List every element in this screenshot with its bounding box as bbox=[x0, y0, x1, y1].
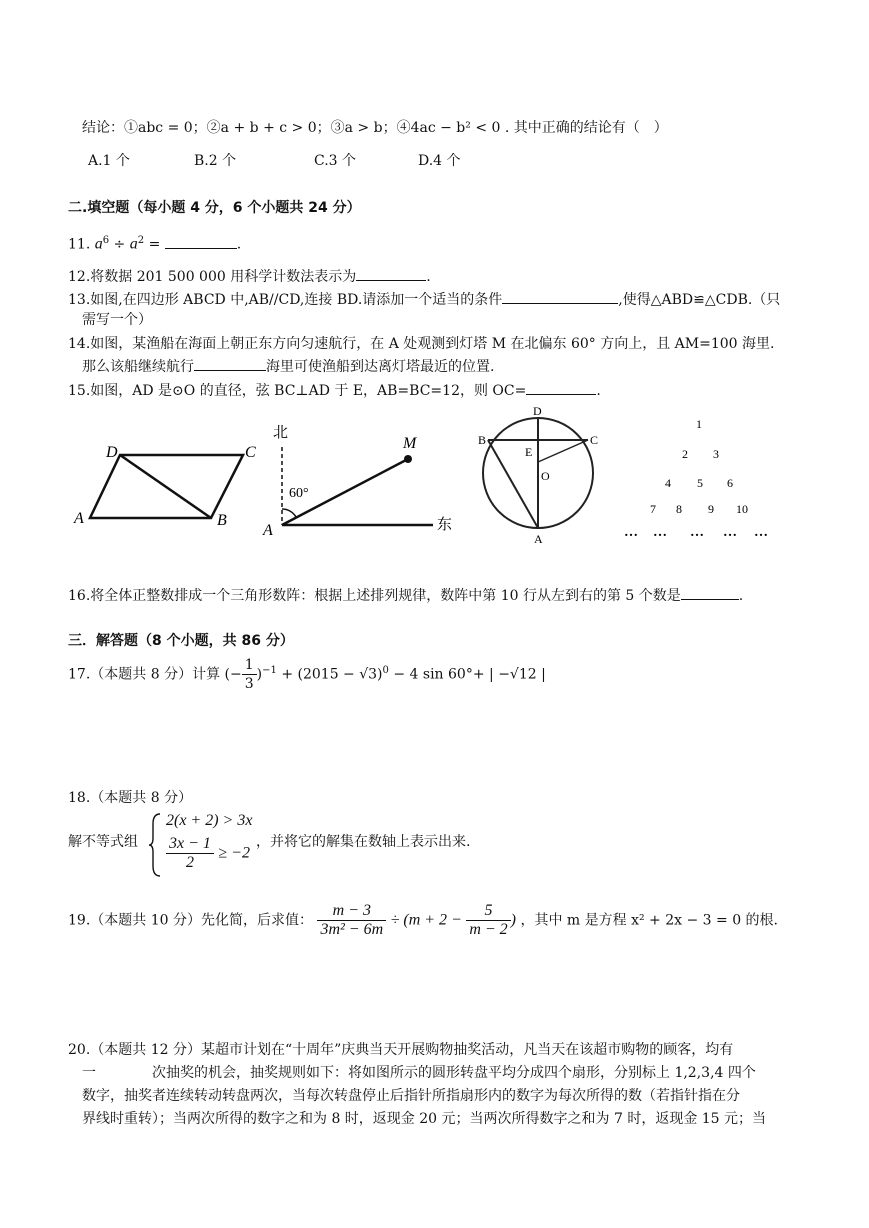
q18-after: ，并将它的解集在数轴上表示出来. bbox=[256, 834, 471, 850]
q14: 14.如图，某渔船在海面上朝正东方向匀速航行，在 A 处观测到灯塔 M 在北偏东 60° 方向上，且 AM=100 海里. bbox=[68, 336, 775, 352]
q14-cont: 那么该船继续航行 海里可使渔船到达离灯塔最近的位置. bbox=[82, 356, 494, 377]
q20-line1: 20.（本题共 12 分）某超市计划在“十周年”庆典当天开展购物抽奖活动，凡当天在该超市购物的顾客，均有 bbox=[68, 1042, 734, 1058]
label-b: B bbox=[217, 512, 227, 529]
label-b: B bbox=[478, 433, 487, 447]
q10-conclusion: 结论：①abc = 0；②a + b + c > 0；③a > b；④4ac − b² < 0 . 其中正确的结论有（ ） bbox=[82, 120, 668, 136]
q10-option-b: B.2 个 bbox=[194, 153, 237, 169]
label-c: C bbox=[245, 444, 256, 461]
label-north: 北 bbox=[273, 425, 289, 441]
q20-line2: 一 次抽奖的机会，抽奖规则如下：将如图所示的圆形转盘平均分成四个扇形，分别标上 1,2,3,4 四个 bbox=[82, 1065, 756, 1081]
label-c: C bbox=[590, 433, 599, 447]
q19-fraction-1: $\frac{m - 3}{\text{3m² − 6m}}$ bbox=[317, 902, 386, 939]
tri-cell: 1 bbox=[696, 417, 702, 431]
tri-dots: … bbox=[653, 525, 667, 540]
q16: 16.将全体正整数排成一个三角形数阵：根据上述排列规律，数阵中第 10 行从左到右的第 5 个数是 . bbox=[68, 585, 743, 606]
q18-fraction: $\frac{3x - 1}{2}$ bbox=[166, 835, 214, 872]
section3-title: 三．解答题（8 个小题，共 86 分） bbox=[68, 633, 294, 649]
q15-blank bbox=[526, 380, 596, 395]
q12: 12.将数据 201 500 000 用科学计数法表示为 . bbox=[68, 266, 431, 287]
q17-fraction: $\frac{1}{3}$ bbox=[242, 656, 257, 693]
q19: 19.（本题共 10 分）先化简，后求值： $\frac{m - 3}{\text{3m² − 6m}}$ ÷ (m + 2 − $\frac{5}{m - 2}$ ) ，其中 m 是方程 x² + 2x − 3 = 0 的根. bbox=[68, 902, 778, 938]
tri-cell: 9 bbox=[708, 502, 714, 516]
tri-cell: 2 bbox=[682, 447, 688, 461]
tri-cell: 7 bbox=[650, 502, 656, 516]
q18-ineq2: $\frac{3x - 1}{2}$ ≥ −2 bbox=[166, 835, 250, 872]
tri-cell: 6 bbox=[727, 476, 733, 490]
label-d: D bbox=[106, 444, 118, 461]
q13: 13.如图,在四边形 ABCD 中,AB//CD,连接 BD.请添加一个适当的条件 ,使得△ABD≌△CDB.（只 bbox=[68, 289, 780, 310]
tri-dots: … bbox=[624, 525, 638, 540]
parallelogram-figure bbox=[60, 415, 270, 540]
q16-blank bbox=[681, 585, 739, 600]
q18-label: 18.（本题共 8 分） bbox=[68, 790, 193, 806]
q11-blank bbox=[165, 234, 237, 249]
tri-cell: 5 bbox=[697, 476, 703, 490]
q20-line4: 界线时重转）；当两次所得的数字之和为 8 时，返现金 20 元；当两次所得数字之和为 7 时，返现金 15 元；当 bbox=[82, 1111, 767, 1127]
label-o: O bbox=[541, 469, 550, 483]
tri-cell: 10 bbox=[736, 502, 748, 516]
label-a: A bbox=[263, 522, 273, 539]
label-a: A bbox=[534, 532, 543, 546]
tri-cell: 4 bbox=[665, 476, 671, 490]
tri-dots: … bbox=[754, 525, 768, 540]
label-a: A bbox=[74, 510, 84, 527]
number-triangle-figure bbox=[615, 410, 785, 545]
q13-blank bbox=[502, 289, 618, 304]
label-east: 东 bbox=[437, 517, 453, 533]
label-e: E bbox=[525, 445, 533, 459]
q18-brace bbox=[148, 812, 162, 878]
q20-line3: 数字，抽奖者连续转动转盘两次，当每次转盘停止后指针所指扇形内的数字为每次所得的数（若指针指在分 bbox=[82, 1088, 740, 1104]
bearing-figure bbox=[255, 415, 465, 545]
q18-intro: 解不等式组 bbox=[68, 834, 138, 850]
q18-ineq1: 2(x + 2) > 3x bbox=[166, 812, 253, 829]
q13-cont: 需写一个） bbox=[82, 312, 152, 328]
label-angle: 60° bbox=[289, 486, 309, 501]
tri-cell: 3 bbox=[713, 447, 719, 461]
q11: 11. $a^6 \div a^2$ = . bbox=[68, 235, 242, 253]
tri-dots: … bbox=[690, 525, 704, 540]
q15: 15.如图，AD 是⊙O 的直径，弦 BC⊥AD 于 E，AB=BC=12，则 OC= . bbox=[68, 380, 601, 401]
q19-fraction-2: $\frac{5}{m - 2}$ bbox=[466, 902, 510, 939]
q10-option-c: C.3 个 bbox=[314, 153, 357, 169]
section2-title: 二.填空题（每小题 4 分，6 个小题共 24 分） bbox=[68, 200, 361, 216]
circle-figure bbox=[470, 400, 610, 550]
q10-option-d: D.4 个 bbox=[418, 153, 461, 169]
tri-dots: … bbox=[723, 525, 737, 540]
label-d: D bbox=[533, 404, 542, 418]
q10-option-a: A.1 个 bbox=[88, 153, 130, 169]
q17: 17.（本题共 8 分）计算 (− $\frac{1}{3}$ )$^{-1} + (2015 - √3)^0 - 4$ sin 60°+ | −√12 | bbox=[68, 657, 546, 692]
label-m: M bbox=[403, 435, 417, 452]
q14-blank bbox=[194, 356, 266, 371]
q12-blank bbox=[356, 266, 426, 281]
tri-cell: 8 bbox=[676, 502, 682, 516]
